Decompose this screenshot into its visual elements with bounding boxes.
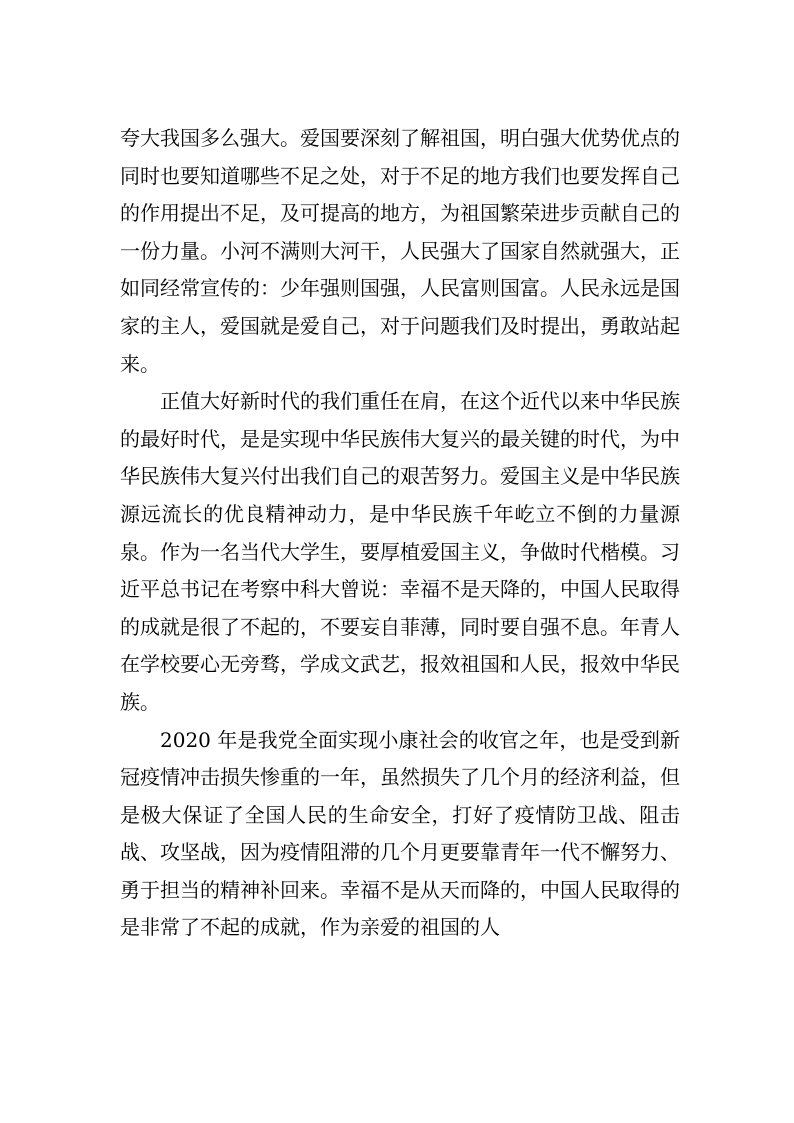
paragraph-2020: 2020 年是我党全面实现小康社会的收官之年，也是受到新冠疫情冲击损失惨重的一年，虽然损失了几个月的经济利益，但是极大保证了全国人民的生命安全，打好了疫情防卫战、阻击战、攻坚战，因为疫情阻滞的几个月更要靠青年一代不懈努力、勇于担当的精神补回来。幸福不是从天而降的，中国人民取得的是非常了不起的成就，作为亲爱的祖国的人 [120, 727, 680, 940]
paragraph-continued: 夸大我国多么强大。爱国要深刻了解祖国，明白强大优势优点的同时也要知道哪些不足之处，对于不足的地方我们也要发挥自己的作用提出不足，及可提高的地方，为祖国繁荣进步贡献自己的一份力量。小河不满则大河干，人民强大了国家自然就强大，正如同经常宣传的：少年强则国强，人民富则国富。人民永远是国家的主人，爱国就是爱自己，对于问题我们及时提出，勇敢站起来。 [120, 126, 680, 376]
paragraph-new-era: 正值大好新时代的我们重任在肩，在这个近代以来中华民族的最好时代，是是实现中华民族伟大复兴的最关键的时代，为中华民族伟大复兴付出我们自己的艰苦努力。爱国主义是中华民族源远流长的优良精神动力，是中华民族千年屹立不倒的力量源泉。作为一名当代大学生，要厚植爱国主义，争做时代楷模。习近平总书记在考察中科大曾说：幸福不是天降的，中国人民取得的成就是很了不起的，不要妄自菲薄，同时要自强不息。年青人在学校要心无旁骛，学成文武艺，报效祖国和人民，报效中华民族。 [120, 389, 680, 714]
document-body [120, 120, 680, 947]
